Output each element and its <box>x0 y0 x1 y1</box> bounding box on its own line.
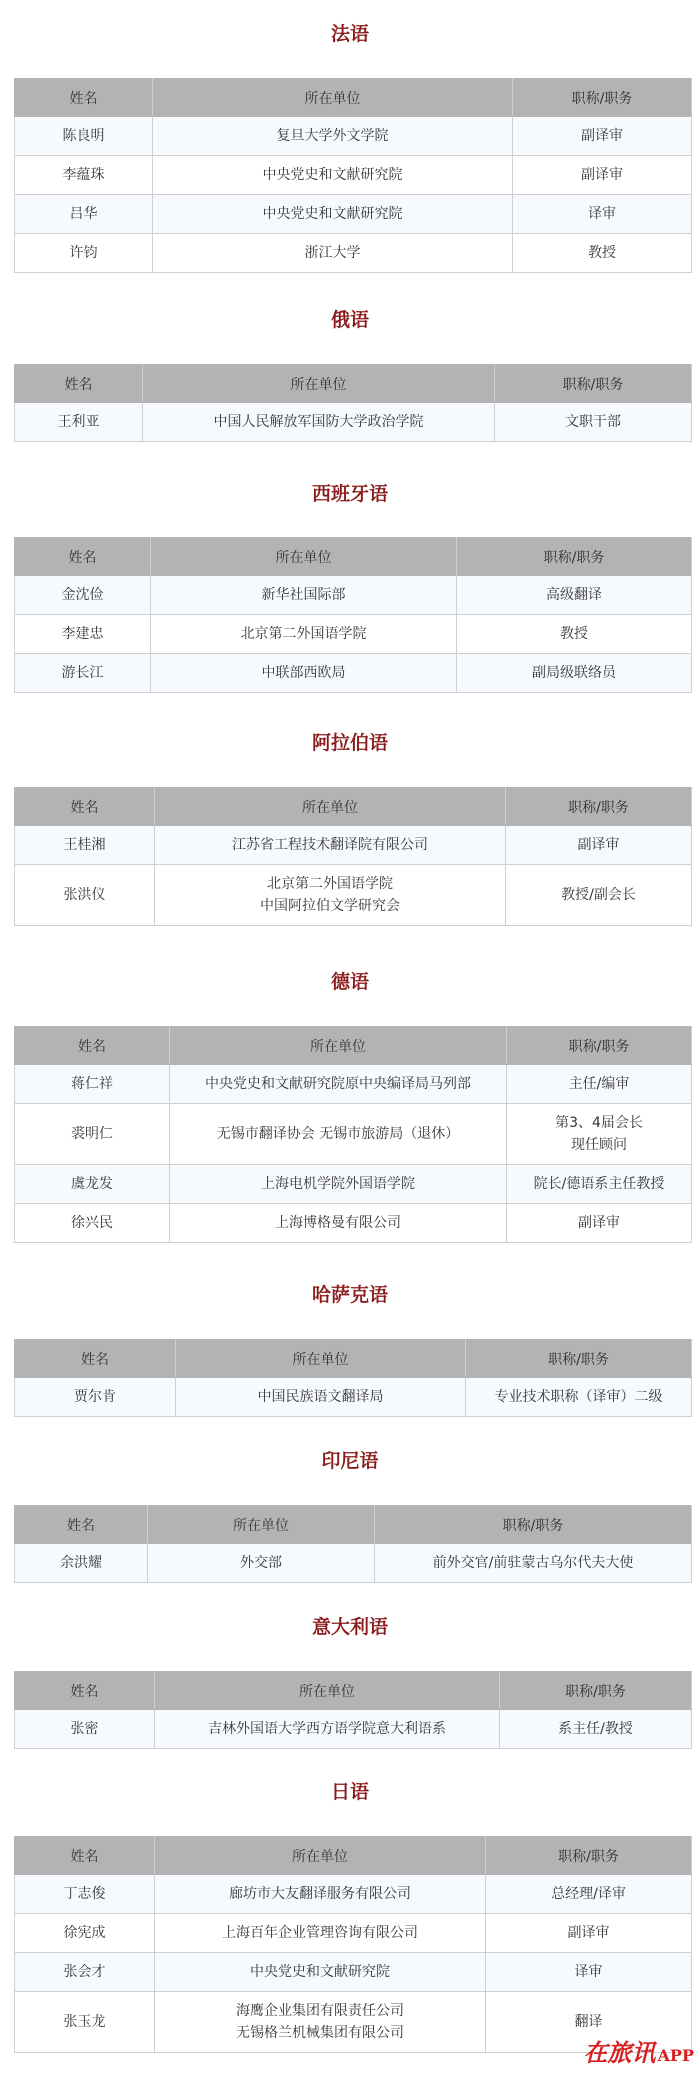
name-header: 姓名 <box>15 538 151 576</box>
work-unit <box>155 1875 486 1914</box>
watermark-app-label: APP <box>657 2046 694 2065</box>
job-title <box>457 654 692 693</box>
work-unit <box>148 1544 375 1583</box>
work-unit <box>170 1065 507 1104</box>
unit-header: 所在单位 <box>176 1340 466 1378</box>
language-table <box>14 1836 692 2053</box>
work-unit <box>155 1914 486 1953</box>
table-row <box>15 1544 692 1583</box>
job-title <box>495 403 692 442</box>
job-title-line: 翻译 <box>574 2014 603 2030</box>
table-row <box>15 1914 692 1953</box>
person-name: 金沈俭 <box>15 576 151 615</box>
job-title-line: 系主任/教授 <box>558 1721 633 1737</box>
work-unit-line: 中国阿拉伯文学研究会 <box>260 898 400 914</box>
table-row <box>15 1953 692 1992</box>
table-header-row <box>15 1506 692 1544</box>
person-name: 吕华 <box>15 195 153 234</box>
title-header: 职称/职务 <box>457 538 692 576</box>
title-header: 职称/职务 <box>500 1672 692 1710</box>
job-title <box>506 865 692 926</box>
work-unit-line: 中央党史和文献研究院 <box>250 1964 390 1980</box>
work-unit-line: 复旦大学外文学院 <box>276 128 389 144</box>
table-row <box>15 195 692 234</box>
unit-header: 所在单位 <box>155 1672 500 1710</box>
table-header-row <box>15 1837 692 1875</box>
unit-header: 所在单位 <box>170 1027 507 1065</box>
name-header: 姓名 <box>15 1672 155 1710</box>
person-name: 丁志俊 <box>15 1875 155 1914</box>
work-unit-line: 无锡格兰机械集团有限公司 <box>236 2025 404 2041</box>
work-unit-line: 上海百年企业管理咨询有限公司 <box>222 1925 418 1941</box>
job-title <box>457 615 692 654</box>
work-unit <box>170 1104 507 1165</box>
person-name: 张洪仪 <box>15 865 155 926</box>
language-table <box>14 78 692 273</box>
work-unit-line: 江苏省工程技术翻译院有限公司 <box>232 837 428 853</box>
unit-header: 所在单位 <box>151 538 457 576</box>
table-row <box>15 865 692 926</box>
job-title <box>500 1710 692 1749</box>
table-row <box>15 403 692 442</box>
job-title-line: 主任/编审 <box>568 1076 630 1092</box>
job-title <box>506 826 692 865</box>
job-title <box>513 117 692 156</box>
job-title <box>457 576 692 615</box>
work-unit-line: 中联部西欧局 <box>261 665 346 681</box>
section-title: 德语 <box>330 971 369 993</box>
watermark-logo-text: 在旅讯 <box>583 2038 656 2067</box>
name-header: 姓名 <box>15 1340 176 1378</box>
work-unit-line: 北京第二外国语学院 <box>267 876 393 892</box>
job-title <box>507 1204 692 1243</box>
language-table <box>14 364 692 442</box>
name-header: 姓名 <box>15 1837 155 1875</box>
name-header: 姓名 <box>15 79 153 117</box>
job-title-line: 高级翻译 <box>546 587 602 603</box>
work-unit <box>155 1710 500 1749</box>
work-unit <box>155 826 506 865</box>
job-title-line: 前外交官/前驻蒙古乌尔代夫大使 <box>432 1555 634 1571</box>
table-row <box>15 826 692 865</box>
person-name: 张玉龙 <box>15 1992 155 2053</box>
person-name: 贾尔肯 <box>15 1378 176 1417</box>
title-header: 职称/职务 <box>513 79 692 117</box>
job-title <box>507 1165 692 1204</box>
person-name: 裘明仁 <box>15 1104 170 1165</box>
job-title-line: 副译审 <box>577 837 620 853</box>
table-row <box>15 117 692 156</box>
table-header-row <box>15 1027 692 1065</box>
job-title-line: 现任顾问 <box>571 1137 627 1153</box>
work-unit-line: 吉林外国语大学西方语学院意大利语系 <box>208 1721 446 1737</box>
person-name: 张会才 <box>15 1953 155 1992</box>
job-title <box>513 156 692 195</box>
table-row <box>15 1710 692 1749</box>
person-name: 王利亚 <box>15 403 143 442</box>
work-unit <box>155 865 506 926</box>
language-table <box>14 1671 692 1749</box>
job-title <box>486 1953 692 1992</box>
job-title-line: 专业技术职称（译审）二级 <box>494 1389 663 1405</box>
job-title-line: 院长/德语系主任教授 <box>533 1176 665 1192</box>
title-header: 职称/职务 <box>375 1506 692 1544</box>
job-title <box>486 1914 692 1953</box>
unit-header: 所在单位 <box>155 788 506 826</box>
section-title: 意大利语 <box>311 1616 388 1638</box>
person-name: 余洪耀 <box>15 1544 148 1583</box>
person-name: 徐宪成 <box>15 1914 155 1953</box>
table-row <box>15 1378 692 1417</box>
work-unit <box>151 615 457 654</box>
work-unit <box>153 234 513 273</box>
job-title <box>513 234 692 273</box>
person-name: 虞龙发 <box>15 1165 170 1204</box>
work-unit <box>153 117 513 156</box>
section-title: 印尼语 <box>321 1450 379 1472</box>
section-title: 法语 <box>330 23 369 45</box>
job-title-line: 教授 <box>560 626 588 642</box>
table-row <box>15 234 692 273</box>
work-unit <box>170 1165 507 1204</box>
work-unit-line: 中央党史和文献研究院 <box>262 167 403 183</box>
work-unit-line: 廊坊市大友翻译服务有限公司 <box>229 1886 411 1902</box>
unit-header: 所在单位 <box>143 365 495 403</box>
unit-header: 所在单位 <box>155 1837 486 1875</box>
unit-header: 所在单位 <box>148 1506 375 1544</box>
unit-header: 所在单位 <box>153 79 513 117</box>
person-name: 张密 <box>15 1710 155 1749</box>
section-title: 西班牙语 <box>311 483 388 505</box>
title-header: 职称/职务 <box>507 1027 692 1065</box>
table-header-row <box>15 788 692 826</box>
job-title <box>513 195 692 234</box>
job-title-line: 总经理/译审 <box>551 1886 626 1902</box>
name-header: 姓名 <box>15 365 143 403</box>
title-header: 职称/职务 <box>486 1837 692 1875</box>
person-name: 许钧 <box>15 234 153 273</box>
section-title: 阿拉伯语 <box>311 732 388 754</box>
section-title: 哈萨克语 <box>311 1284 388 1306</box>
language-table <box>14 787 692 926</box>
work-unit <box>143 403 495 442</box>
table-header-row <box>15 365 692 403</box>
job-title <box>486 1875 692 1914</box>
table-row <box>15 1204 692 1243</box>
work-unit-line: 上海电机学院外国语学院 <box>261 1176 415 1192</box>
work-unit-line: 中央党史和文献研究院原中央编译局马列部 <box>205 1076 471 1092</box>
job-title-line: 副译审 <box>581 167 623 183</box>
language-table <box>14 537 692 693</box>
work-unit <box>155 1953 486 1992</box>
work-unit-line: 无锡市翻译协会 无锡市旅游局（退休） <box>216 1126 460 1142</box>
job-title-line: 教授/副会长 <box>561 887 636 903</box>
job-title <box>466 1378 692 1417</box>
job-title-line: 译审 <box>574 1964 603 1980</box>
table-header-row <box>15 1340 692 1378</box>
work-unit-line: 中国民族语文翻译局 <box>257 1389 384 1405</box>
table-header-row <box>15 79 692 117</box>
job-title-line: 副译审 <box>567 1925 610 1941</box>
job-title-line: 第3、4届会长 <box>555 1115 643 1131</box>
person-name: 李蕴珠 <box>15 156 153 195</box>
work-unit <box>153 156 513 195</box>
table-row <box>15 156 692 195</box>
work-unit-line: 海鹰企业集团有限责任公司 <box>236 2003 404 2019</box>
person-name: 徐兴民 <box>15 1204 170 1243</box>
table-row <box>15 576 692 615</box>
table-row <box>15 654 692 693</box>
person-name: 陈良明 <box>15 117 153 156</box>
name-header: 姓名 <box>15 1506 148 1544</box>
job-title-line: 译审 <box>588 206 616 222</box>
work-unit-line: 北京第二外国语学院 <box>240 626 367 642</box>
title-header: 职称/职务 <box>495 365 692 403</box>
person-name: 蒋仁祥 <box>15 1065 170 1104</box>
table-row <box>15 1065 692 1104</box>
table-row <box>15 615 692 654</box>
job-title-line: 副译审 <box>578 1215 620 1231</box>
job-title <box>507 1104 692 1165</box>
work-unit <box>176 1378 466 1417</box>
section-title: 日语 <box>330 1781 369 1803</box>
table-row <box>15 1875 692 1914</box>
person-name: 游长江 <box>15 654 151 693</box>
work-unit <box>155 1992 486 2053</box>
work-unit-line: 外交部 <box>240 1555 282 1571</box>
language-table <box>14 1026 692 1243</box>
job-title <box>375 1544 692 1583</box>
app-watermark-logo <box>584 2033 694 2068</box>
work-unit <box>170 1204 507 1243</box>
title-header: 职称/职务 <box>466 1340 692 1378</box>
person-name: 王桂湘 <box>15 826 155 865</box>
table-row <box>15 1165 692 1204</box>
job-title <box>507 1065 692 1104</box>
work-unit-line: 新华社国际部 <box>261 587 346 603</box>
work-unit-line: 中国人民解放军国防大学政治学院 <box>213 414 424 430</box>
section-title: 俄语 <box>330 309 369 331</box>
name-header: 姓名 <box>15 1027 170 1065</box>
table-header-row <box>15 1672 692 1710</box>
job-title-line: 教授 <box>588 245 616 261</box>
work-unit-line: 浙江大学 <box>304 245 361 261</box>
work-unit <box>151 654 457 693</box>
job-title-line: 文职干部 <box>565 414 621 430</box>
job-title-line: 副局级联络员 <box>532 665 616 681</box>
work-unit-line: 上海博格曼有限公司 <box>275 1215 401 1231</box>
work-unit <box>151 576 457 615</box>
person-name: 李建忠 <box>15 615 151 654</box>
table-header-row <box>15 538 692 576</box>
language-table <box>14 1505 692 1583</box>
name-header: 姓名 <box>15 788 155 826</box>
work-unit <box>153 195 513 234</box>
table-row <box>15 1104 692 1165</box>
job-title-line: 副译审 <box>581 128 623 144</box>
title-header: 职称/职务 <box>506 788 692 826</box>
language-table <box>14 1339 692 1417</box>
work-unit-line: 中央党史和文献研究院 <box>262 206 403 222</box>
